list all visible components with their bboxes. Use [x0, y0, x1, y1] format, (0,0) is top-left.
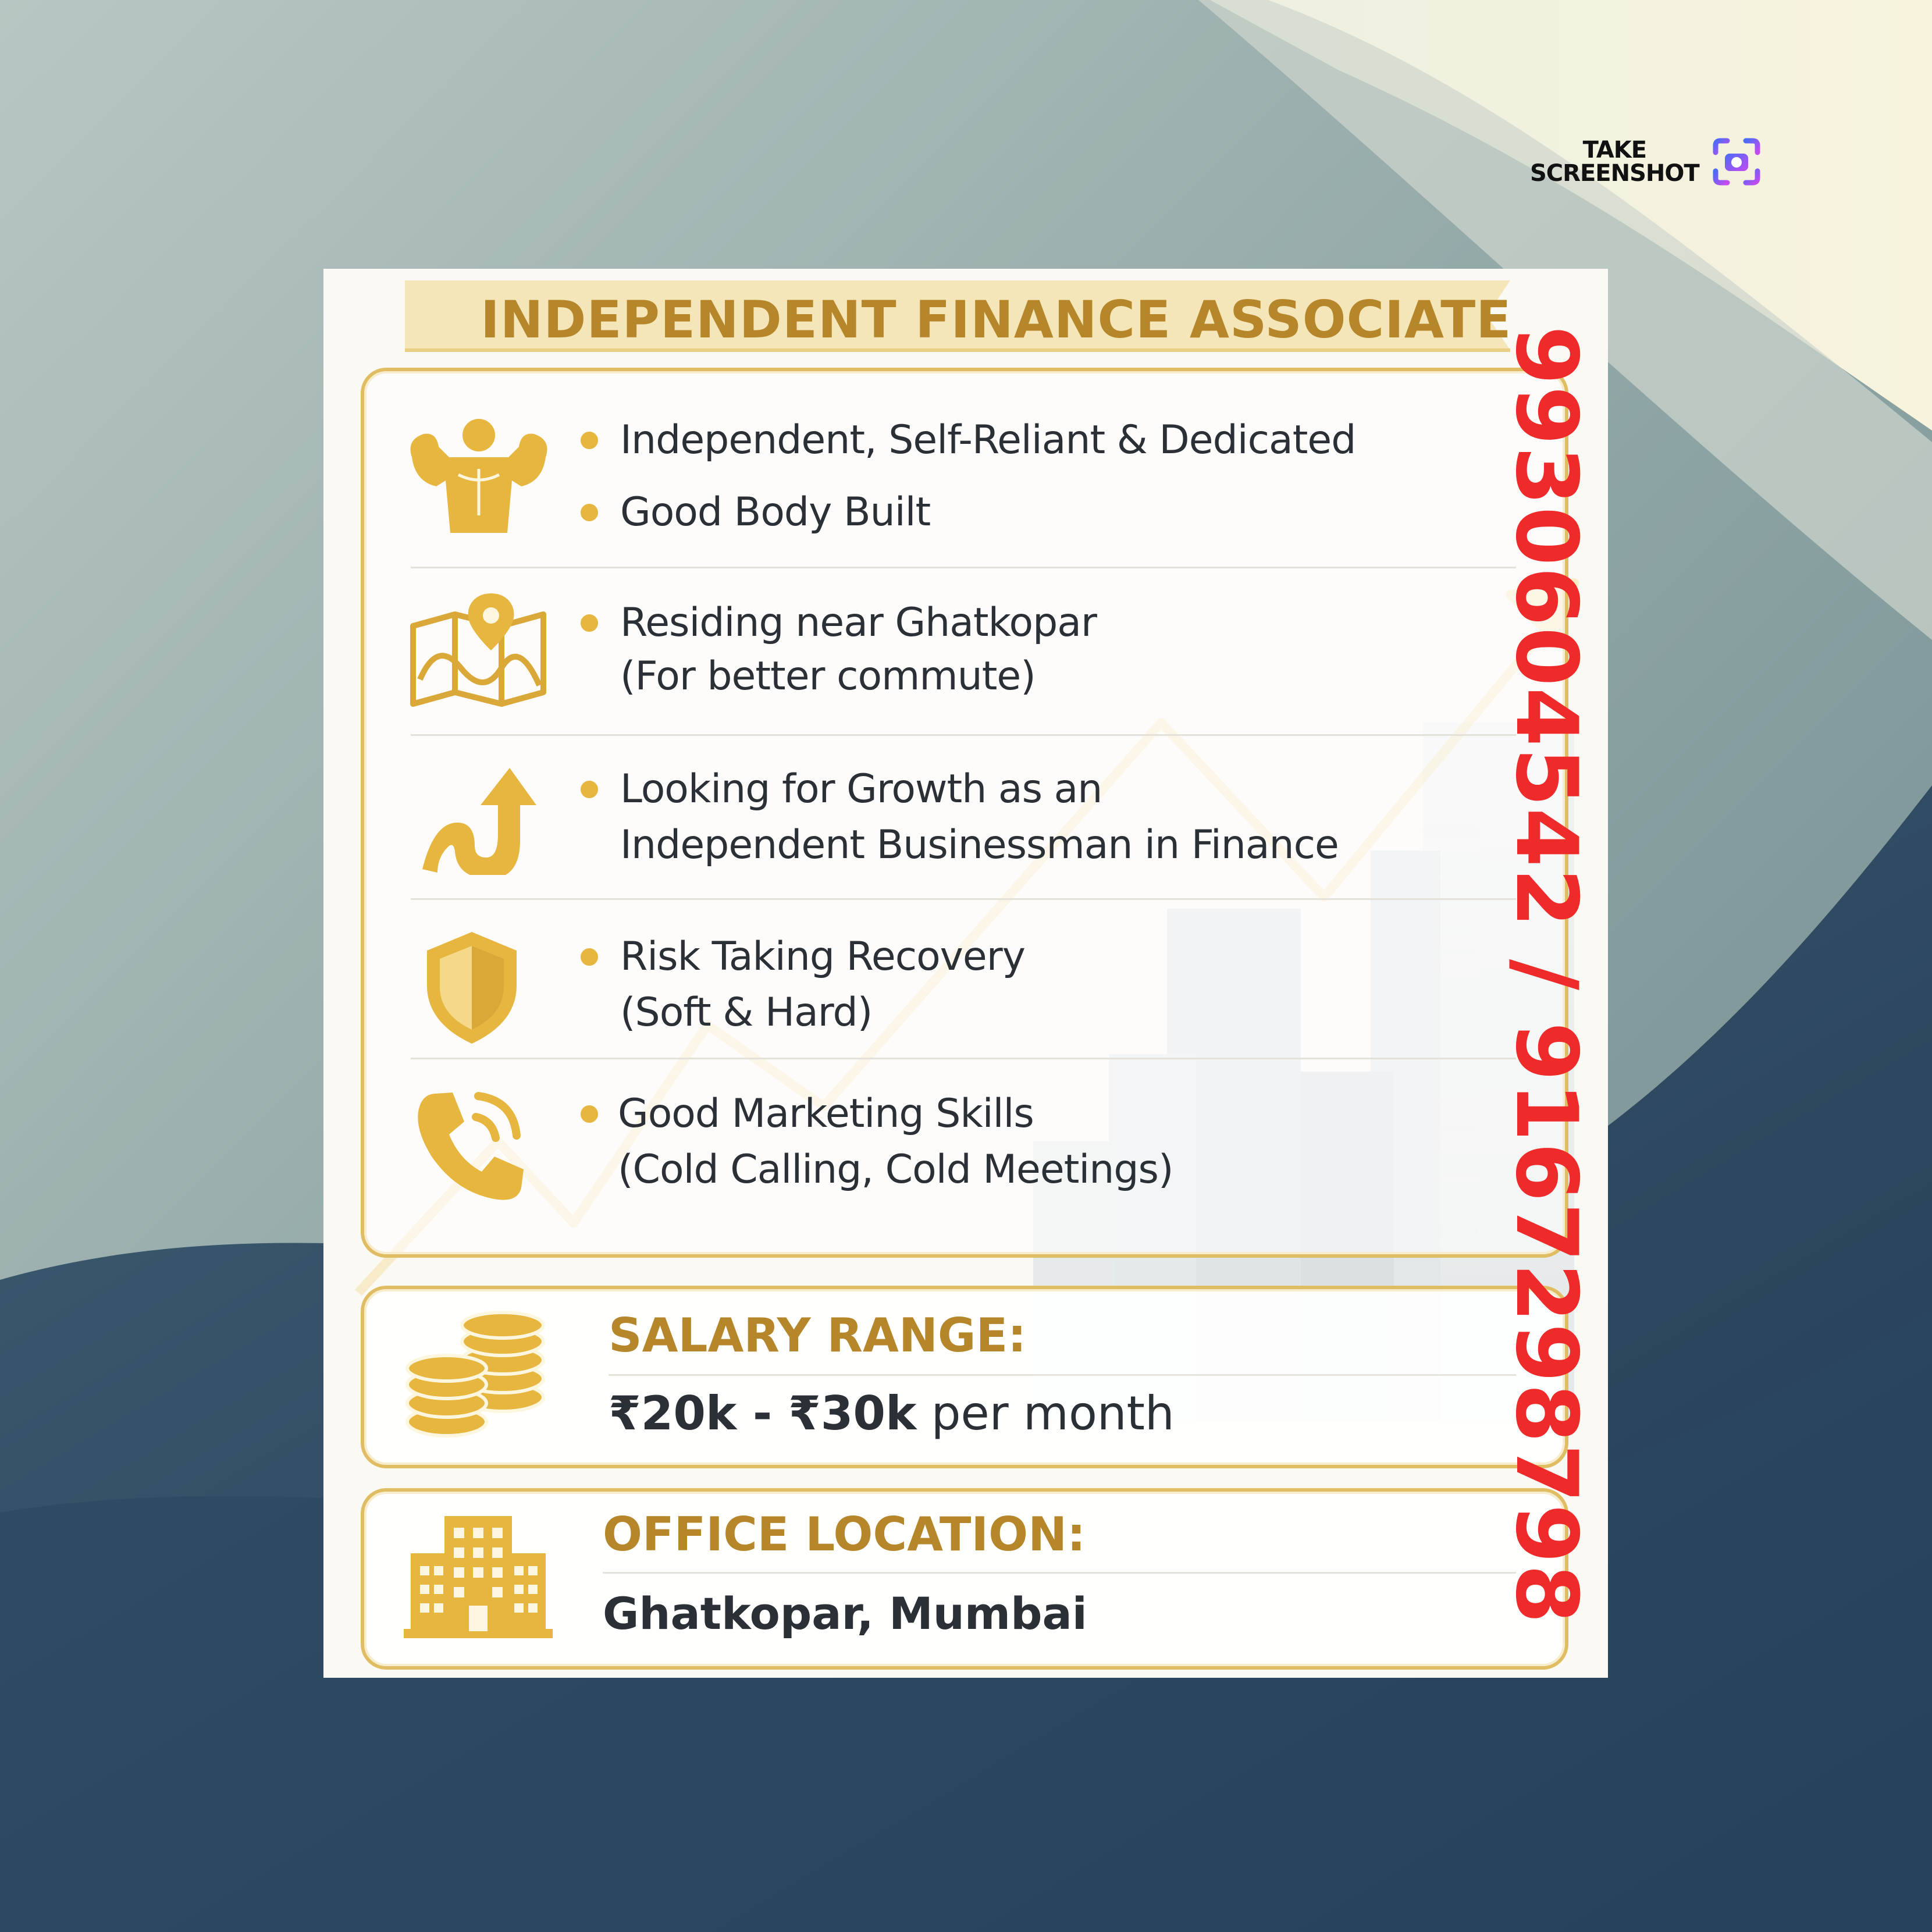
- requirement-line: Good Body Built: [620, 489, 931, 535]
- salary-card: [361, 1286, 1568, 1468]
- take-screenshot-badge[interactable]: [1530, 133, 1774, 191]
- divider: [411, 898, 1516, 900]
- badge-line-1: TAKE: [1582, 137, 1647, 163]
- requirement-line: (Cold Calling, Cold Meetings): [618, 1147, 1173, 1193]
- job-poster: [323, 269, 1608, 1678]
- phone-call-icon: [411, 1088, 527, 1204]
- page-title: INDEPENDENT FINANCE ASSOCIATE: [481, 290, 1512, 350]
- office-building-icon: [404, 1513, 553, 1638]
- requirement-line: (Soft & Hard): [620, 990, 873, 1036]
- divider: [609, 1374, 1516, 1376]
- title-ribbon: [405, 273, 1510, 358]
- bodybuilder-icon: [400, 417, 557, 539]
- salary-title: SALARY RANGE:: [609, 1308, 1027, 1362]
- badge-line-2: SCREENSHOT: [1530, 160, 1699, 187]
- divider: [411, 1058, 1516, 1059]
- shield-icon: [422, 930, 521, 1046]
- bullet: [581, 504, 598, 521]
- requirement-line: Independent Businessman in Finance: [620, 822, 1339, 868]
- requirement-line: (For better commute): [620, 653, 1036, 699]
- badge-text: [1530, 138, 1699, 185]
- phone-numbers: 9930604542 / 9167298798: [1497, 326, 1596, 1625]
- bullet: [581, 614, 598, 632]
- divider: [411, 567, 1516, 568]
- divider: [603, 1572, 1516, 1574]
- bullet: [581, 781, 598, 798]
- salary-amount: ₹20k - ₹30k: [609, 1386, 917, 1440]
- requirement-line: Good Marketing Skills: [618, 1091, 1034, 1137]
- location-card: [361, 1488, 1568, 1670]
- requirement-line: Looking for Growth as an: [620, 766, 1102, 812]
- location-value: Ghatkopar, Mumbai: [603, 1588, 1087, 1639]
- map-pin-icon: [408, 592, 548, 709]
- requirements-card: [361, 368, 1568, 1258]
- salary-suffix: per month: [931, 1386, 1175, 1440]
- bullet: [581, 432, 598, 449]
- bullet: [581, 948, 598, 966]
- bullet: [581, 1105, 598, 1123]
- requirement-line: Residing near Ghatkopar: [620, 600, 1097, 646]
- salary-value: [609, 1385, 1175, 1443]
- location-title: OFFICE LOCATION:: [603, 1507, 1086, 1561]
- growth-arrow-icon: [417, 764, 539, 875]
- camera-icon: [1710, 135, 1763, 188]
- requirement-line: Risk Taking Recovery: [620, 934, 1025, 980]
- divider: [411, 734, 1516, 736]
- coins-icon: [404, 1310, 549, 1438]
- requirement-line: Independent, Self-Reliant & Dedicated: [620, 417, 1356, 463]
